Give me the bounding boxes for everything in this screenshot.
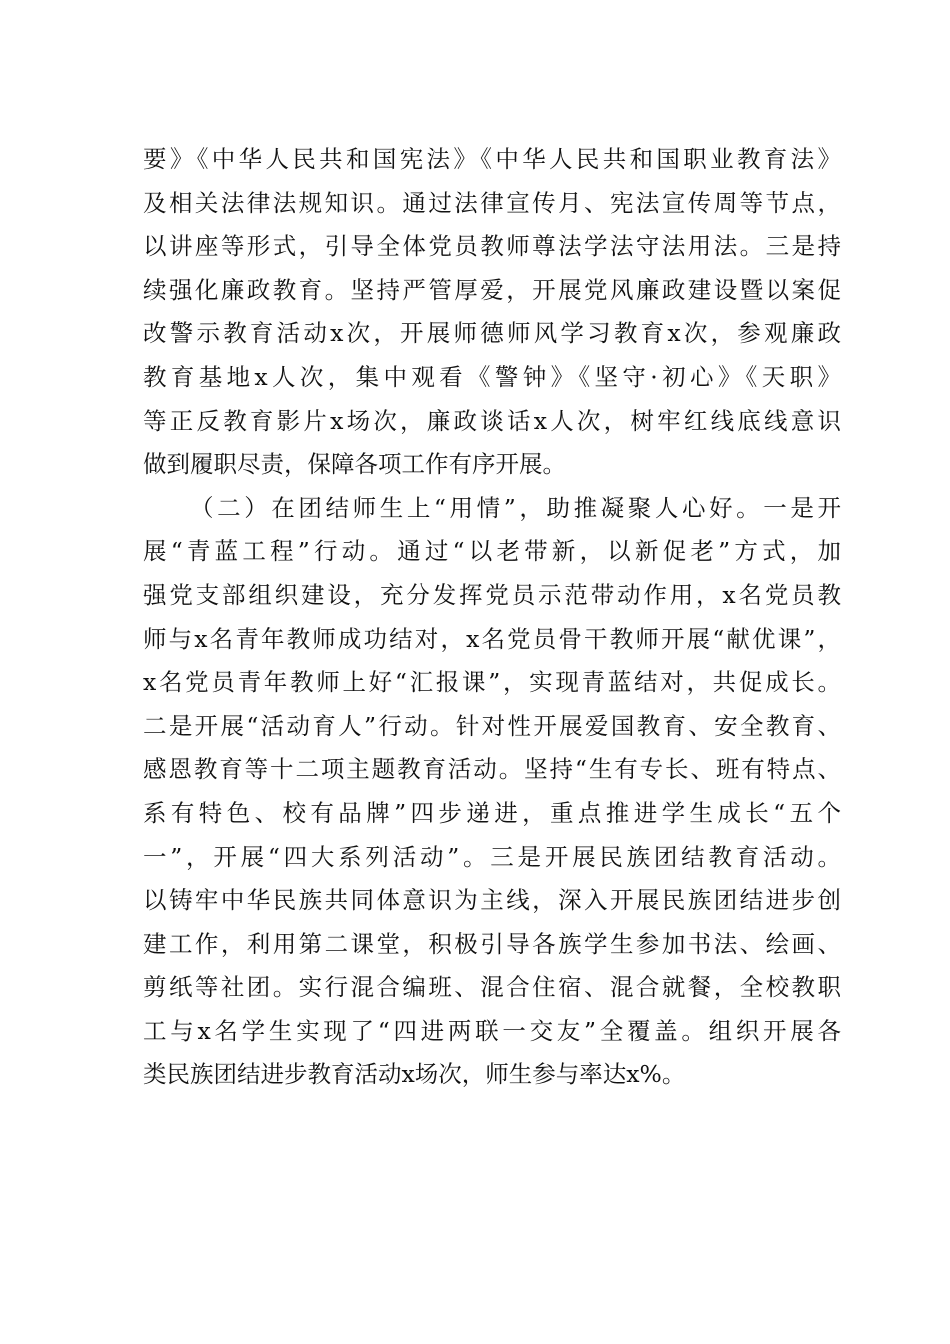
text-line: 系有特色、校有品牌”四步递进，重点推进学生成长“五个 bbox=[143, 798, 841, 827]
text-line: 做到履职尽责，保障各项工作有序开展。 bbox=[143, 450, 566, 479]
text-line: 展“青蓝工程”行动。通过“以老带新，以新促老”方式，加 bbox=[143, 537, 841, 566]
text-line: 以铸牢中华民族共同体意识为主线，深入开展民族团结进步创 bbox=[143, 886, 841, 915]
text-line: 二是开展“活动育人”行动。针对性开展爱国教育、安全教育、 bbox=[143, 711, 841, 740]
text-line: 改警示教育活动x次，开展师德师风学习教育x次，参观廉政 bbox=[143, 319, 841, 348]
text-line: 剪纸等社团。实行混合编班、混合住宿、混合就餐，全校教职 bbox=[143, 973, 841, 1002]
paragraph-2 bbox=[143, 487, 841, 1097]
text-line: 教育基地x人次，集中观看《警钟》《坚守·初心》《天职》 bbox=[143, 362, 841, 391]
text-line: 及相关法律法规知识。通过法律宣传月、宪法宣传周等节点， bbox=[143, 188, 841, 217]
text-line: 强党支部组织建设，充分发挥党员示范带动作用，x名党员教 bbox=[143, 580, 841, 609]
text-line: 师与x名青年教师成功结对，x名党员骨干教师开展“献优课”， bbox=[143, 624, 841, 653]
text-line: 建工作，利用第二课堂，积极引导各族学生参加书法、绘画、 bbox=[143, 929, 841, 958]
text-line: 工与x名学生实现了“四进两联一交友”全覆盖。组织开展各 bbox=[143, 1016, 841, 1045]
text-line: 要》《中华人民共和国宪法》《中华人民共和国职业教育法》 bbox=[143, 145, 841, 173]
section-heading-line: （二）在团结师生上“用情”，助推凝聚人心好。一是开 bbox=[190, 493, 841, 522]
text-line: 感恩教育等十二项主题教育活动。坚持“生有专长、班有特点、 bbox=[143, 755, 841, 784]
text-line: 续强化廉政教育。坚持严管厚爱，开展党风廉政建设暨以案促 bbox=[143, 275, 841, 304]
document-page bbox=[143, 138, 841, 1097]
paragraph-1 bbox=[143, 138, 841, 487]
text-line: 类民族团结进步教育活动x场次，师生参与率达x%。 bbox=[143, 1060, 686, 1089]
text-line: x名党员青年教师上好“汇报课”，实现青蓝结对，共促成长。 bbox=[143, 668, 841, 697]
text-line: 一”，开展“四大系列活动”。三是开展民族团结教育活动。 bbox=[143, 842, 841, 871]
text-line: 以讲座等形式，引导全体党员教师尊法学法守法用法。三是持 bbox=[143, 232, 841, 261]
text-line: 等正反教育影片x场次，廉政谈话x人次，树牢红线底线意识 bbox=[143, 406, 841, 435]
